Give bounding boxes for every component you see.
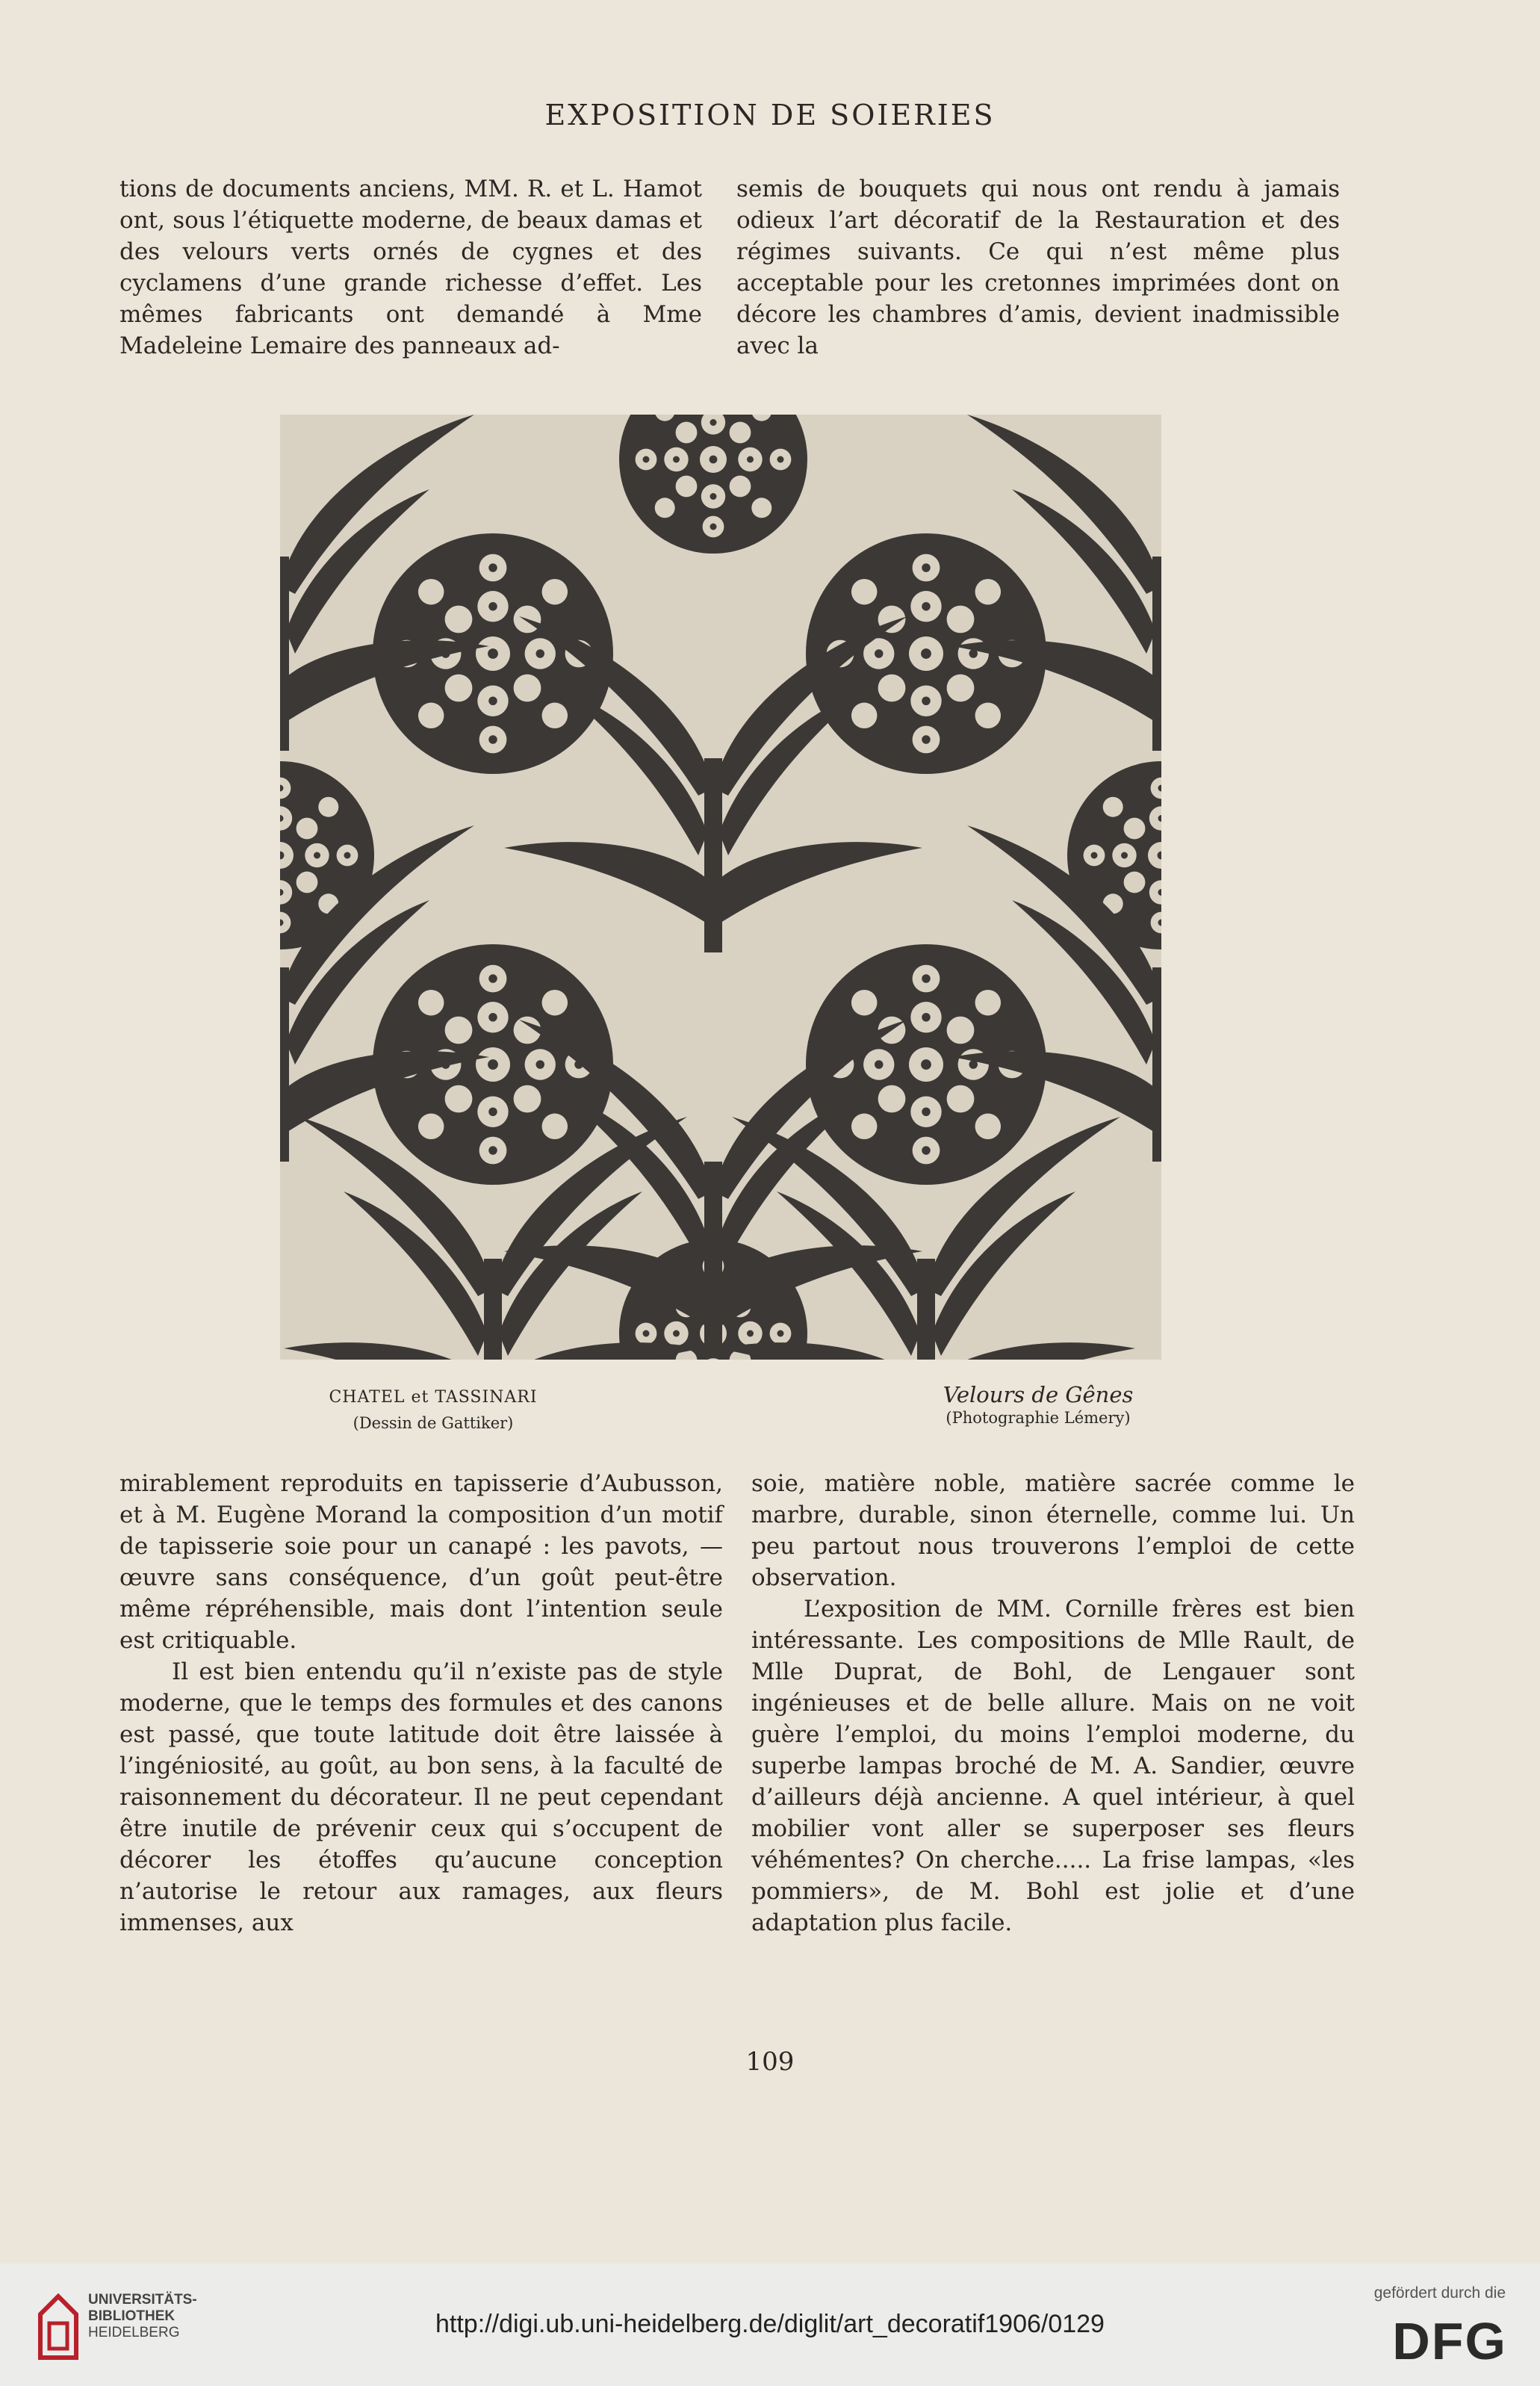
paragraph: semis de bouquets qui nous ont rendu à jamais odieux l’art décoratif de la Restauration et des régimes suivants. Ce qui n’est même plus acceptable pour les cretonnes imprimées dont on décore les chambres d’amis, devient inadmissible avec la xyxy=(736,176,1340,359)
column-bottom-left xyxy=(119,1468,723,1939)
paragraph: soie, matière noble, matière sacrée comme le marbre, durable, sinon éternelle, comme lui. Un peu partout nous trouverons l’emploi de cette observation. xyxy=(751,1470,1355,1591)
caption-left-credit: (Dessin de Gattiker) xyxy=(353,1414,514,1432)
column-top-right xyxy=(736,173,1340,362)
paragraph: tions de documents anciens, MM. R. et L. Hamot ont, sous l’étiquette moderne, de beaux damas et des velours verts ornés de cygnes et des cyclamens d’une grande richesse d’effet. Les mêmes fabricants ont demandé à Mme Madeleine Lemaire des panneaux ad- xyxy=(119,176,702,359)
caption-right-title: Velours de Gênes xyxy=(943,1382,1134,1407)
column-bottom-right xyxy=(751,1468,1355,1939)
paragraph: Il est bien entendu qu’il n’existe pas de style moderne, que le temps des formules et des canons est passé, que toute latitude doit être laissée à l’ingéniosité, au goût, au bon sens, à la faculté de raisonnement du décorateur. Il ne peut cependant être inutile de prévenir ceux qui s’occupent de décorer les étoffes qu’aucune conception n’autorise le retour aux ramages, aux fleurs immenses, aux xyxy=(119,1658,723,1936)
library-line: BIBLIOTHEK xyxy=(88,2308,176,2324)
source-url-link[interactable]: http://digi.ub.uni-heidelberg.de/diglit/art_decoratif1906/0129 xyxy=(435,2310,1105,2338)
dfg-logo: DFG xyxy=(1392,2312,1507,2370)
caption-left xyxy=(276,1388,590,1432)
sponsor-text: gefördert durch die xyxy=(1373,2284,1506,2302)
paragraph: mirablement reproduits en tapisserie d’Aubusson, et à M. Eugène Morand la composition d’un motif de tapisserie soie pour un canapé : les pavots, — œuvre sans conséquence, d’un goût peut-être même répréhensible, mais dont l’intention seule est critiquable. xyxy=(119,1470,723,1654)
fabric-illustration xyxy=(280,415,1161,1360)
column-top-left xyxy=(119,173,702,362)
digitization-footer xyxy=(0,2263,1540,2386)
caption-left-title: CHATEL et TASSINARI xyxy=(329,1388,538,1407)
paragraph: L’exposition de MM. Cornille frères est bien intéressante. Les compositions de Mlle Rault, de Mlle Duprat, de Bohl, de Lengauer sont ingénieuses et de belle allure. Mais on ne voit guère l’emploi, du moins l’emploi moderne, du superbe lampas broché de M. A. Sandier, œuvre d’ailleurs déjà ancienne. A quel intérieur, à quel mobilier vont aller se superposer ses fleurs véhémentes? On cherche..... La frise lampas, «les pommiers», de M. Bohl est jolie et d’une adaptation plus facile. xyxy=(751,1596,1355,1936)
caption-right-credit: (Photographie Lémery) xyxy=(946,1409,1131,1427)
library-line: UNIVERSITÄTS- xyxy=(88,2292,197,2308)
running-title: EXPOSITION DE SOIERIES xyxy=(544,99,996,131)
library-line: HEIDELBERG xyxy=(88,2325,180,2340)
caption-right xyxy=(881,1382,1195,1427)
page-number: 109 xyxy=(745,2047,795,2077)
